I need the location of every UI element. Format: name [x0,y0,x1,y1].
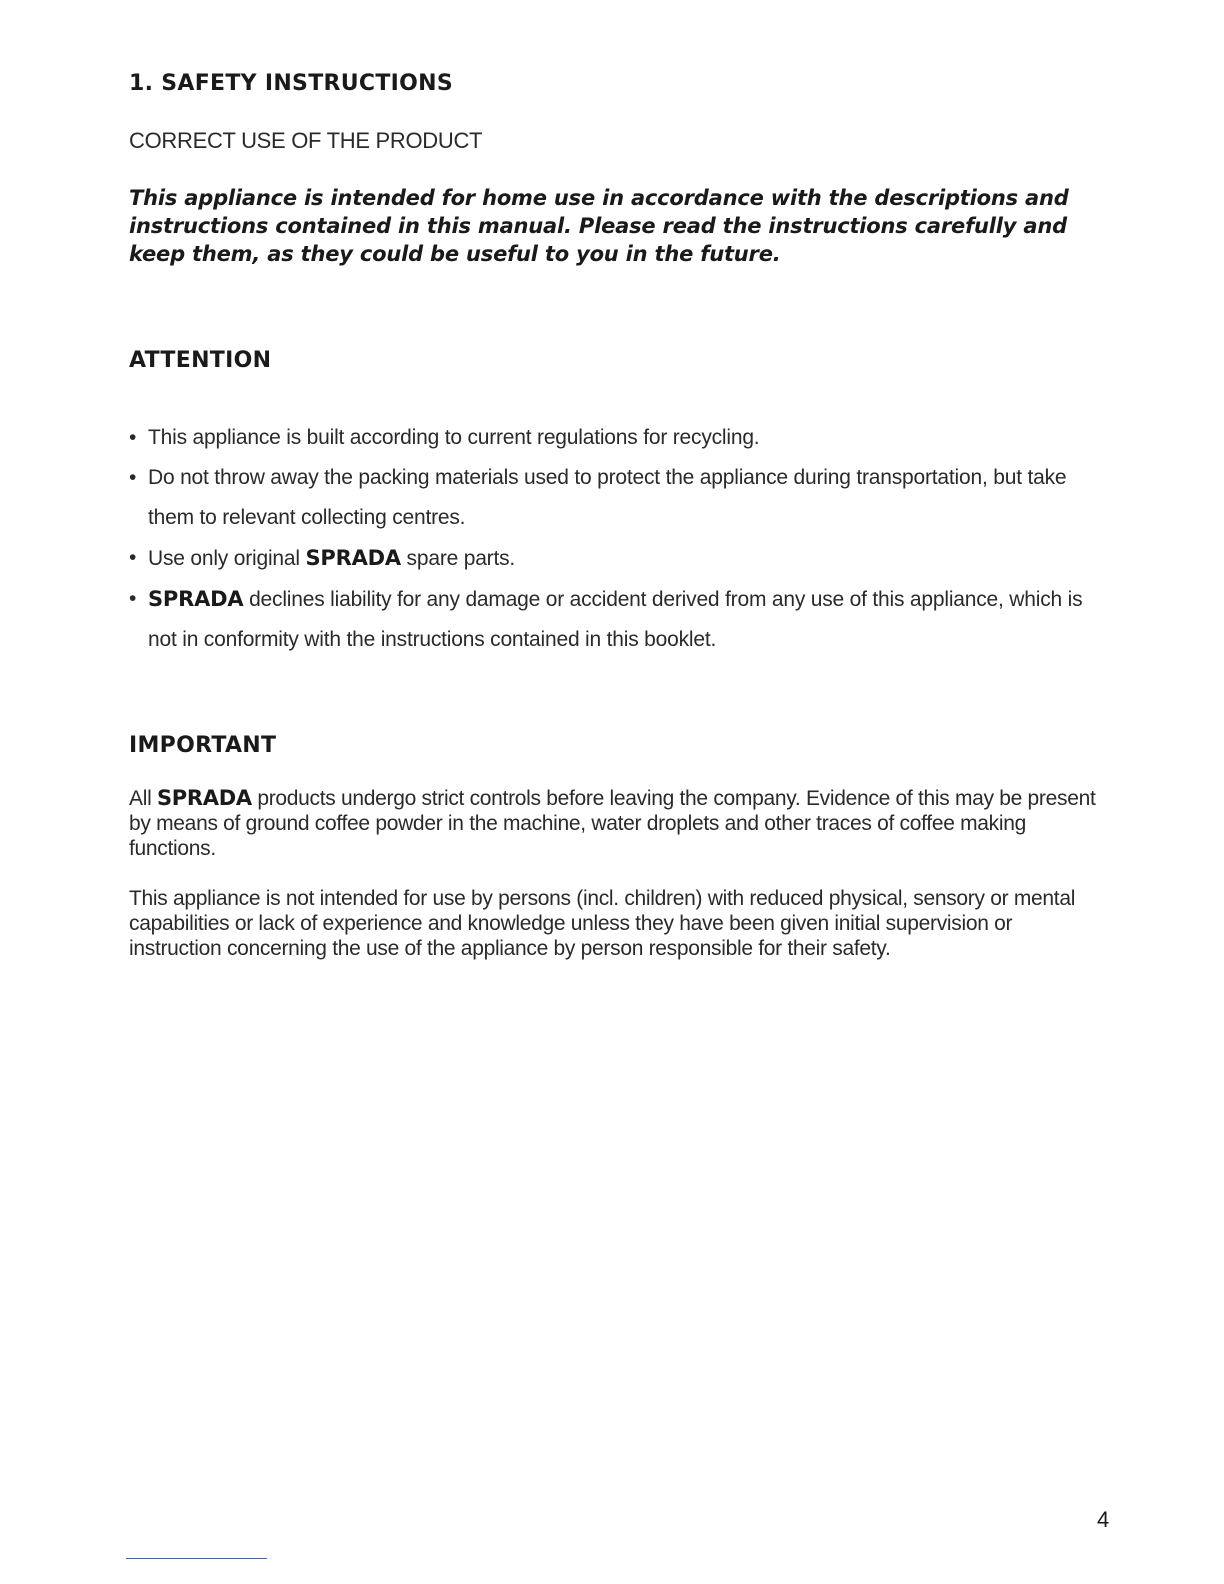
paragraph-text: All [129,787,157,810]
brand-name: SPRADA [156,786,252,810]
brand-name: SPRADA [305,546,401,570]
list-item-text: declines liability for any damage or accident derived from any use of this appliance, which is not in conformity with the instructions contained in this booklet. [148,588,1083,651]
list-item [129,458,1104,538]
section-subtitle: CORRECT USE OF THE PRODUCT [129,128,483,153]
list-item-text: spare parts. [400,547,516,570]
section-heading [129,71,453,96]
attention-list [129,418,1104,660]
important-paragraph-2: This appliance is not intended for use by persons (incl. children) with reduced physical, sensory or mental capabilities or lack of experience and knowledge unless they have been given initial supervision or instruction concerning the use of the appliance by person responsible for their safety. [129,887,1076,960]
section-title: SAFETY INSTRUCTIONS [161,71,454,96]
important-paragraph-1 [129,786,1104,861]
important-heading: IMPORTANT [129,733,277,758]
bullet-icon: • [129,587,137,610]
attention-heading: ATTENTION [129,348,272,373]
list-item-text: Use only original [148,547,306,570]
bullet-icon: • [129,466,137,489]
paragraph-text: products undergo strict controls before leaving the company. Evidence of this may be present by means of ground coffee powder in the machine, water droplets and other traces of coffee making functions. [129,787,1096,860]
list-item [129,538,1104,579]
page-number: 4 [1097,1507,1110,1532]
footer-divider [126,1558,267,1559]
section-number: 1. [129,71,154,96]
list-item [129,579,1104,660]
list-item [129,418,1104,458]
intro-paragraph: This appliance is intended for home use in accordance with the descriptions and instructions contained in this manual. Please read the instructions carefully and keep them, as they could be useful to you in the future. [129,186,1069,266]
bullet-icon: • [129,546,137,569]
list-item-text: Do not throw away the packing materials used to protect the appliance during transportation, but take them to relevant collecting centres. [148,466,1067,529]
brand-name: SPRADA [148,587,244,611]
bullet-icon: • [129,426,137,449]
list-item-text: This appliance is built according to current regulations for recycling. [148,426,760,449]
